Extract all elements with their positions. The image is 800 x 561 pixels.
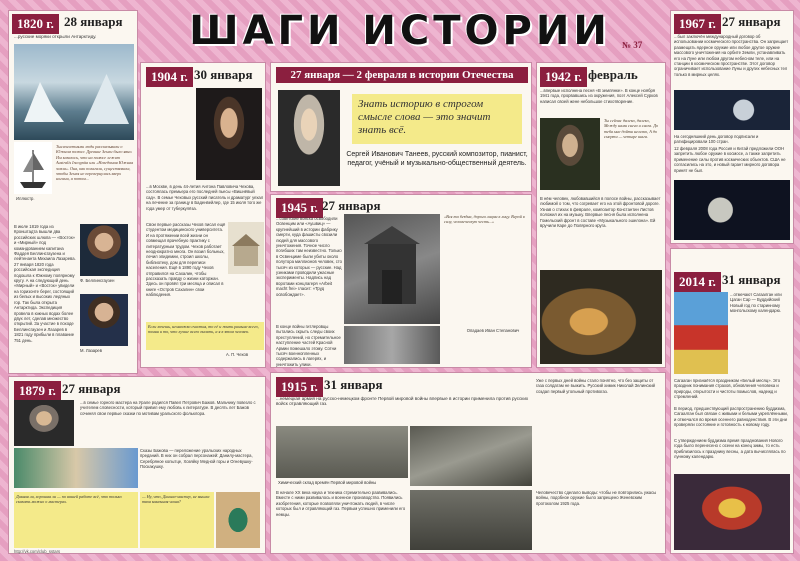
- poem-1942: Ты сейчас далеко, далеко, Между нами снега и снега. До тебя мне дойти нелегко, А до смерти — четыре шага.: [604, 118, 659, 140]
- text-1915-top: ...немецкая армия на русско-немецком фронте Первой мировой войны впервые в истории применила против русских войск отравляющий газ.: [276, 396, 529, 407]
- text-1904-top: ...в Москве, в день 44-летия Антона Павловича Чехова, состоялась премьера его последней пьесы «Вишнёвый сад». В семье Чеховых русский писатель и драматург уехал на лечение за границу в Баденвейлер, где 15 июля того же года умер от туберкулёза.: [146, 184, 264, 211]
- poem-1945-author: Опадаев Иван Степанович: [466, 328, 520, 333]
- caption-illustration: Иллюстр.: [16, 196, 35, 201]
- chekhov-quote-author: А. П. Чехов: [226, 352, 249, 357]
- bellingshausen-portrait: [80, 224, 128, 276]
- text-1942-body: В нём человек, любовавшийся в полосе войны, рассказывает любимой о том, что согревает его на этой фронтовой дороге. Узнав о стихах в феврале, композитор Константин Листов положил их на музыку. Впервые песня была исполнена Гомельский фронт в составе «Музыкального эшелона». Ей вручили Каре до Полярного круга.: [540, 196, 661, 229]
- date-1820: 28 января: [64, 14, 123, 29]
- satellite-image: [674, 90, 790, 130]
- date-1904: 30 января: [194, 67, 253, 82]
- text-1967-top: ...был заключён международный договор об использовании космического пространства. Он запрещает размещать ядерное оружие или любое другое оружие массового уничтожения на орбите Земли, устанавливать его на Луне или любом другом небесном теле, или на станции в космическом пространстве. Этот договор ограничивает использование Луны и других небесных тел только в мирных целях.: [674, 34, 789, 77]
- stone-flower-illustration: [14, 448, 138, 488]
- text-2014-mid2: В период, предшествующий распространению буддизма, Сагаалган был связан с живыми и белыми укреплёнными, и отмечался во время осеннего равноденствия. В эти дни проверяли состояние и готовность к новому году.: [674, 406, 788, 428]
- text-1945-body: ...советские войска освободили Освенцим или «Аушвиц» — крупнейший в истории фабрику смерти, куда фашисты свозили людей для массового уничтожения. Точное число погибших там неизвестно. Только в Освенциме были убиты около полутора миллионов человек, сто тысяч из которых — русские. Над узниками проводили ужасные эксперименты. Надпись над воротами концлагеря «Arbeit macht frei» гласит: «Труд освобождает».: [276, 216, 343, 297]
- caption-bellingshausen: Ф. Беллинсгаузен: [80, 278, 115, 283]
- tsam-dance-image: [674, 474, 790, 550]
- caption-lazarev: М. Лазарев: [80, 348, 102, 353]
- year-badge-1820: 1820 г.: [12, 14, 59, 34]
- date-1967: 27 января: [722, 14, 781, 29]
- poem-1945: «Вся та бездна, дорога лицом к лицу. Верой в силу, человеческую честь...»: [444, 214, 525, 225]
- chekhov-house-drawing: [228, 222, 264, 274]
- lazarev-portrait: [80, 294, 128, 346]
- quote-1879-b: — Ну, что, Данила-мастер, не вышла твоя каменная чаша?: [140, 492, 214, 548]
- antarctica-painting: [14, 44, 134, 140]
- issue-number: № 37: [622, 40, 643, 50]
- chekhov-portrait: [196, 88, 262, 180]
- otechestvo-header: 27 января — 2 февраля в истории Отечества: [276, 67, 528, 83]
- date-1915: 31 января: [324, 377, 383, 392]
- taneev-portrait: [278, 90, 340, 186]
- date-1942: февраль: [588, 67, 638, 82]
- year-badge-1967: 1967 г.: [674, 14, 721, 34]
- caption-1915: Химический склад времён Первой мировой войны: [278, 480, 377, 485]
- year-badge-1942: 1942 г.: [540, 67, 587, 87]
- bazhov-portrait: [14, 400, 74, 446]
- text-1915-right: Уже с первых дней войны стало понятно, что без защиты от газа солдатам не выжить. Русский химик Николай Зелинский создал первый угольный противогаз.: [536, 378, 655, 394]
- text-1879-top: ...в семье горного мастера на Урале родился Павел Петрович Бажов. Мальчику повезло с учителем словесности, который привил ему любовь к литературе. В десять лет Бажов сочинял свои первые сказки по мотивам уральского фольклора.: [80, 400, 256, 416]
- text-2014-mid: Сагааган признаётся праздником «Белый месяц». Это праздник понимания страхов, обновления человека и природы, открытости и чистоты помыслов, надежд и стремлений.: [674, 378, 781, 400]
- text-1820-body: В июле 1819 года из Кронштадта вышли два российских шлюпа — «Восток» и «Мирный» под командованием капитана Фаддея Беллинсгаузена и лейтенанта Михаила Лазарева. 27 января 1820 года российская экспедиция подошла к Южному полярному кругу. А на следующий день «Мирный» и «Восток» увидели на горизонте берег, состоящий из белых и высоких ледяных гор. Так была открыта Антарктида. Экспедиция провела в южных водах более двух лет, сделав множество открытий. За участие в походе Беллинсгаузен и Лазарев в 1821 году прибыли в плавание 751 день.: [14, 224, 76, 343]
- year-badge-1915: 1915 г.: [276, 377, 323, 397]
- taneev-bio: Сергей Иванович Танеев, русский композитор, пианист, педагог, учёный и музыкально-общественный деятель.: [346, 151, 528, 167]
- date-1945: 27 января: [322, 198, 381, 213]
- text-1820-top: ...русские моряки открыли Антарктиду.: [14, 34, 97, 39]
- text-1904-body: Свои первые рассказы Чехов писал ещё студентом медицинского университета. И на протяжении всей жизни он совмещал врачебную практику с литературным трудом. Чехов работает неоднократно многа. Он возил больных, лечил эпидемии, строил школы, библиотеку, дом для переписи населения. Ещё в 1890 году Чехов отправился на Сахалин, чтобы рассказать правду о жизни каторжан. Здесь он провёл три месяца и описал в книге «Остров Сахалин» свои наблюдения.: [146, 222, 226, 298]
- text-1915-body: В начале XX века наука и техника стремительно развивались. Вместе с ними развивалось и военное производство. Появились изобретения, которые позволяли уничтожать людей, в числе которых был и отравляющий газ. Первым успешно применили его немцы.: [276, 490, 406, 517]
- year-badge-1904: 1904 г.: [146, 67, 193, 87]
- trench-photo: [410, 490, 532, 550]
- year-badge-1945: 1945 г.: [276, 198, 323, 218]
- year-badge-2014: 2014 г.: [674, 272, 721, 292]
- malachite-box-illustration: [216, 492, 260, 548]
- date-2014: 31 января: [722, 272, 781, 287]
- date-1879: 27 января: [62, 381, 121, 396]
- text-1967-mid: На сегодняшний день договор подписали и ратифицировали 100 стран.: [674, 134, 759, 145]
- soldiers-painting: [540, 270, 662, 364]
- space-station-image: [674, 180, 790, 240]
- text-1915-bottom: Человечество сделало выводы: чтобы не повторились ужасы войны, подобное оружие было запрещено Женевским протоколом 1925 года.: [536, 490, 657, 506]
- chekhov-quote: Если хочешь, немножко счастья, то её и жить раньше всего, помни и то, что лучше всего писать, а я в этом человек.: [146, 322, 264, 350]
- text-2014-top: ...отмечают Сагаалган или Цаган Сар — Буддийский Новый год по старинному монгольскому календарю.: [730, 292, 782, 314]
- surkov-portrait: [540, 118, 600, 190]
- text-1942-top: ...впервые исполнена песня «В землянке». В конце ноября 1941 года, прорвавшись из окружения, поэт Алексей Сурков написал своей жене небольшое стихотворение.: [540, 88, 658, 104]
- auschwitz-gate-photo: [344, 214, 440, 324]
- otechestvo-quote: Знать историю в строгом смысле слова — это значит знать всё.: [352, 94, 522, 144]
- gas-masks-photo: [410, 426, 532, 486]
- text-1967-bottom: 12 февраля 2008 года Россия и Китай предложили ООН запретить любое оружие в космосе, а также запретить применение силы против космических объектов. США не согласились на это, и новый гарант мирного договора принят не был.: [674, 146, 786, 173]
- buddhist-temple-image: [674, 292, 728, 374]
- gas-warfare-photo: [276, 426, 408, 478]
- text-1879-mid: Сказы Бажова — переложение уральских народных преданий. В них он собрал персонажей: Данилу-мастера, Серебряное копытце, Хозяйку Медной горы и Огневушку-Поскакушку.: [140, 448, 253, 470]
- poster-url: http://vk.com/club_sstars: [14, 549, 61, 554]
- text-2014-bottom: С утверждением буддизма время празднования Нового года было перенесено с осени на конец зимы, то есть приблизилось к празднику весны, а дата вычислялась по лунному календарю.: [674, 438, 786, 460]
- text-1945-bottom: В конце войны гитлеровцы пытались скрыть следы своих преступлений, но стремительное наступление частей Красной Армии помешало этому. Сотни тысяч военнопленных содержались в лагерях, и уничтожить улики.: [276, 324, 341, 367]
- quote-1820: Тысячелетиями люди рассказывали о Южном полюсе. Древние Земли было явно. Им казалось, что на полюсе лежит Australis Incognita или «Неведомая Южная земля». Она, как полагали, существовала, чтобы Земля не перевернулась вверх ногами, а потом...: [56, 144, 134, 182]
- prisoners-photo: [344, 326, 440, 364]
- year-badge-1879: 1879 г.: [14, 381, 61, 401]
- quote-1879: Дивная ли, хорошая ли — по вашей работе всё, что только сказать можно о мастерах.: [14, 492, 138, 548]
- poster-title: ШАГИ ИСТОРИИ: [189, 8, 611, 54]
- ship-illustration: [14, 142, 52, 194]
